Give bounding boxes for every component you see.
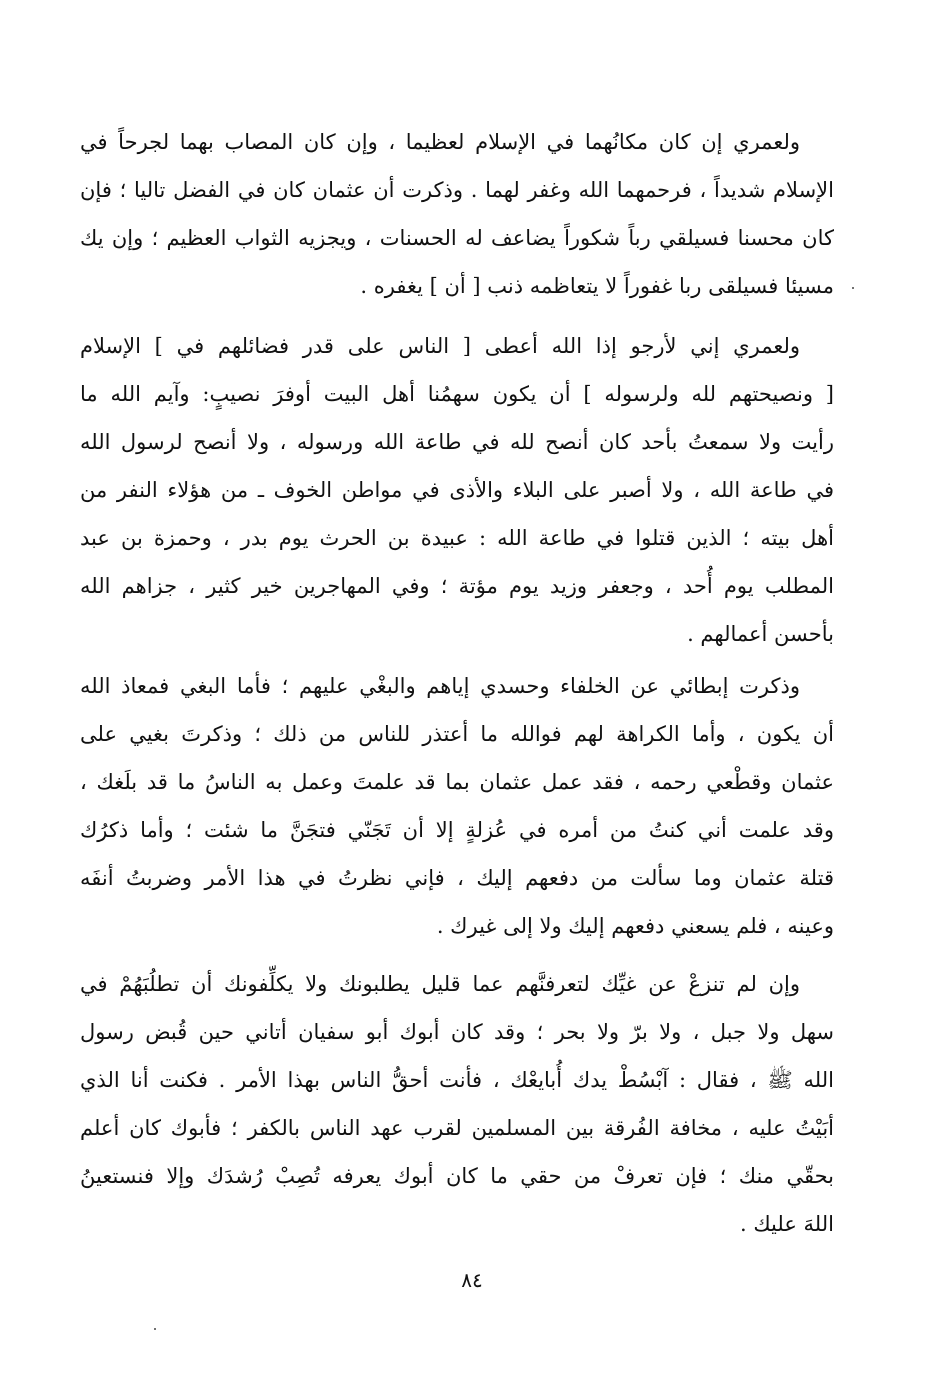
text-line: الله ﷺ ، فقال : آبْسُطْ يدك أُبايعْك ، فأنت أحقُّ الناس بهذا الأمر . فكنت أنا الذي — [80, 1068, 834, 1092]
paragraph-3 — [80, 662, 834, 950]
text-line: وعينه ، فلم يسعني دفعهم إليك ولا إلى غيرك . — [436, 914, 834, 938]
paragraph-4 — [80, 960, 834, 1248]
text-line: مسيئا فسيلقى ربا غفوراً لا يتعاظمه ذنب [ أن ] يغفره . — [360, 274, 834, 298]
scan-speck — [852, 287, 854, 289]
page-number: ٨٤ — [461, 1268, 483, 1292]
text-line: كان محسنا فسيلقي رباً شكوراً يضاعف له الحسنات ، ويجزيه الثواب العظيم ؛ وإن يك — [80, 226, 834, 250]
text-line: عثمان وقطْعي رحمه ، فقد عمل عثمان بما قد علمتَ وعمل به الناسُ ما قد بلَغك ، — [80, 770, 834, 794]
text-line: بأحسن أعمالهم . — [687, 622, 834, 646]
text-line: في طاعة الله ، ولا أصبر على البلاء والأذى في مواطن الخوف ـ من هؤلاء النفر من — [80, 478, 834, 502]
paragraph-1 — [80, 118, 834, 310]
text-line: ولعمري إني لأرجو إذا الله أعطى [ الناس على قدر فضائلهم في ] الإسلام — [80, 334, 800, 358]
text-line: المطلب يوم أُحد ، وجعفر وزيد يوم مؤتة ؛ وفي المهاجرين خير كثير ، جزاهم الله — [80, 574, 834, 598]
text-line: قتلة عثمان وما سألت من دفعهم إليك ، فإني نظرتُ في هذا الأمر وضربتُ أنفَه — [80, 866, 834, 890]
text-line: [ ونصيحتهم لله ولرسوله ] أن يكون سهمُنا أهل البيت أوفرَ نصيبٍ: وآيم الله ما — [80, 382, 834, 406]
text-line: أن يكون ، وأما الكراهة لهم فوالله ما أعتذر للناس من ذلك ؛ وذكرتَ بغيي على — [80, 722, 834, 746]
text-line: رأيت ولا سمعتُ بأحد كان أنصح لله في طاعة الله ورسوله ، ولا أنصح لرسول الله — [80, 430, 834, 454]
text-line: اللهَ عليك . — [740, 1212, 834, 1236]
text-line: أهل بيته ؛ الذين قتلوا في طاعة الله : عبيدة بن الحرث يوم بدر ، وحمزة بن عبد — [80, 526, 834, 550]
text-line: وإن لم تنزعْ عن غيِّك لتعرفنَّهم عما قليل يطلبونك ولا يكلِّفونك أن تطلُبَهُمْ في — [80, 972, 800, 996]
scan-speck — [154, 1328, 156, 1330]
paragraph-2 — [80, 322, 834, 658]
text-line: سهل ولا جبل ، ولا برّ ولا بحر ؛ وقد كان أبوك أبو سفيان أتاني حين قُبض رسول — [80, 1020, 834, 1044]
text-line: وقد علمت أني كنتُ من أمره في عُزلةٍ إلا أن تَجَنّي فتجَنَّ ما شئت ؛ وأما ذكرُك — [80, 818, 834, 842]
text-line: ولعمري إن كان مكانُهما في الإسلام لعظيما ، وإن كان المصاب بهما لجرحاً في — [80, 130, 800, 154]
text-line: بحقّي منك ؛ فإن تعرفْ من حقي ما كان أبوك يعرفه تُصِبْ رُشدَك وإلا فنستعينُ — [80, 1164, 834, 1188]
text-line: وذكرت إبطائي عن الخلفاء وحسدي إياهم والبغْي عليهم ؛ فأما البغي فمعاذ الله — [80, 674, 800, 698]
text-line: أبَيْتُ عليه ، مخافة الفُرقة بين المسلمين لقرب عهد الناس بالكفر ؛ فأبوك كان أعلم — [80, 1116, 834, 1140]
text-line: الإسلام شديداً ، فرحمهما الله وغفر لهما . وذكرت أن عثمان كان في الفضل تاليا ؛ فإن — [80, 178, 834, 202]
